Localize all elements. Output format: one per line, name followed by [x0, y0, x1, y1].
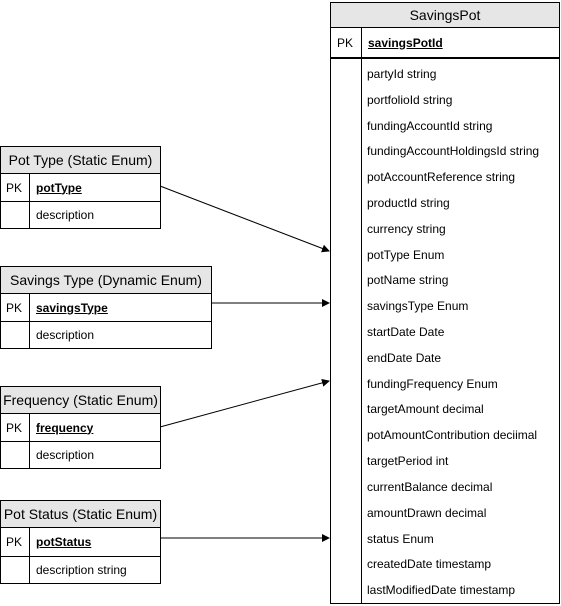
savings-pot-field: amountDrawn decimal — [367, 505, 487, 520]
savings-pot-pk-field: savingsPotId — [368, 35, 443, 50]
savings-pot-key-column — [331, 59, 362, 603]
savings-pot-field: targetPeriod int — [367, 454, 449, 469]
pot-status-pk-field: potStatus — [36, 535, 92, 549]
savings-pot-title: SavingsPot — [331, 3, 559, 28]
savings-pot-field-list — [362, 59, 559, 603]
connector-pot-type — [160, 186, 329, 251]
savings-type-title: Savings Type (Dynamic Enum) — [1, 267, 211, 294]
savings-pot-field: targetAmount decimal — [367, 402, 484, 417]
connector-frequency — [160, 381, 329, 427]
savings-pot-field: status Enum — [367, 531, 434, 546]
savings-type-field-row — [1, 321, 211, 348]
savings-pot-field: currentBalance decimal — [367, 479, 493, 494]
pot-type-key-empty — [1, 202, 30, 228]
savings-pot-field: fundingAccountId string — [367, 118, 493, 133]
pot-status-field: description string — [36, 563, 127, 577]
savings-pot-pk-label: PK — [331, 28, 362, 57]
pot-type-pk-label: PK — [1, 174, 30, 201]
pot-status-title: Pot Status (Static Enum) — [1, 501, 160, 528]
frequency-field: description — [36, 448, 95, 462]
savings-pot-pk-row — [331, 28, 559, 58]
savings-pot-field: lastModifiedDate timestamp — [367, 583, 516, 598]
pot-status-table — [0, 500, 161, 584]
savings-pot-field: createdDate timestamp — [367, 557, 492, 572]
savings-pot-field: fundingFrequency Enum — [367, 376, 498, 391]
frequency-table — [0, 386, 161, 469]
frequency-pk-field: frequency — [36, 420, 94, 435]
pot-type-pk-row — [1, 174, 160, 201]
pot-status-field-row — [1, 556, 160, 583]
frequency-pk-label: PK — [1, 414, 30, 441]
savings-type-pk-label: PK — [1, 294, 30, 321]
frequency-pk-row — [1, 414, 160, 441]
savings-pot-field: portfolioId string — [367, 92, 453, 107]
savings-type-pk-row — [1, 294, 211, 321]
savings-type-field: description — [36, 328, 95, 342]
pot-type-title: Pot Type (Static Enum) — [1, 147, 160, 174]
savings-pot-field: fundingAccountHoldingsId string — [367, 144, 540, 159]
pot-type-field: description — [36, 208, 95, 222]
frequency-key-empty — [1, 442, 30, 468]
savings-pot-field: potType Enum — [367, 247, 445, 262]
savings-pot-field: potAmountContribution deciimal — [367, 428, 538, 443]
savings-pot-field: potName string — [367, 273, 449, 288]
pot-status-key-empty — [1, 557, 30, 583]
pot-status-pk-label: PK — [1, 528, 30, 556]
savings-pot-fields-row — [331, 58, 559, 603]
savings-type-table — [0, 266, 212, 349]
savings-pot-field: partyId string — [367, 66, 437, 81]
savings-pot-table — [330, 2, 560, 604]
savings-pot-field: productId string — [367, 195, 450, 210]
pot-type-table — [0, 146, 161, 229]
savings-type-pk-field: savingsType — [36, 300, 108, 315]
pot-type-field-row — [1, 201, 160, 228]
frequency-field-row — [1, 441, 160, 468]
savings-pot-field: startDate Date — [367, 325, 445, 340]
savings-type-key-empty — [1, 322, 30, 348]
savings-pot-field: endDate Date — [367, 350, 442, 365]
pot-type-pk-field: potType — [36, 180, 82, 195]
pot-status-pk-row — [1, 528, 160, 556]
savings-pot-field: currency string — [367, 221, 446, 236]
savings-pot-field: savingsType Enum — [367, 299, 469, 314]
savings-pot-field: potAccountReference string — [367, 170, 516, 185]
frequency-title: Frequency (Static Enum) — [1, 387, 160, 414]
